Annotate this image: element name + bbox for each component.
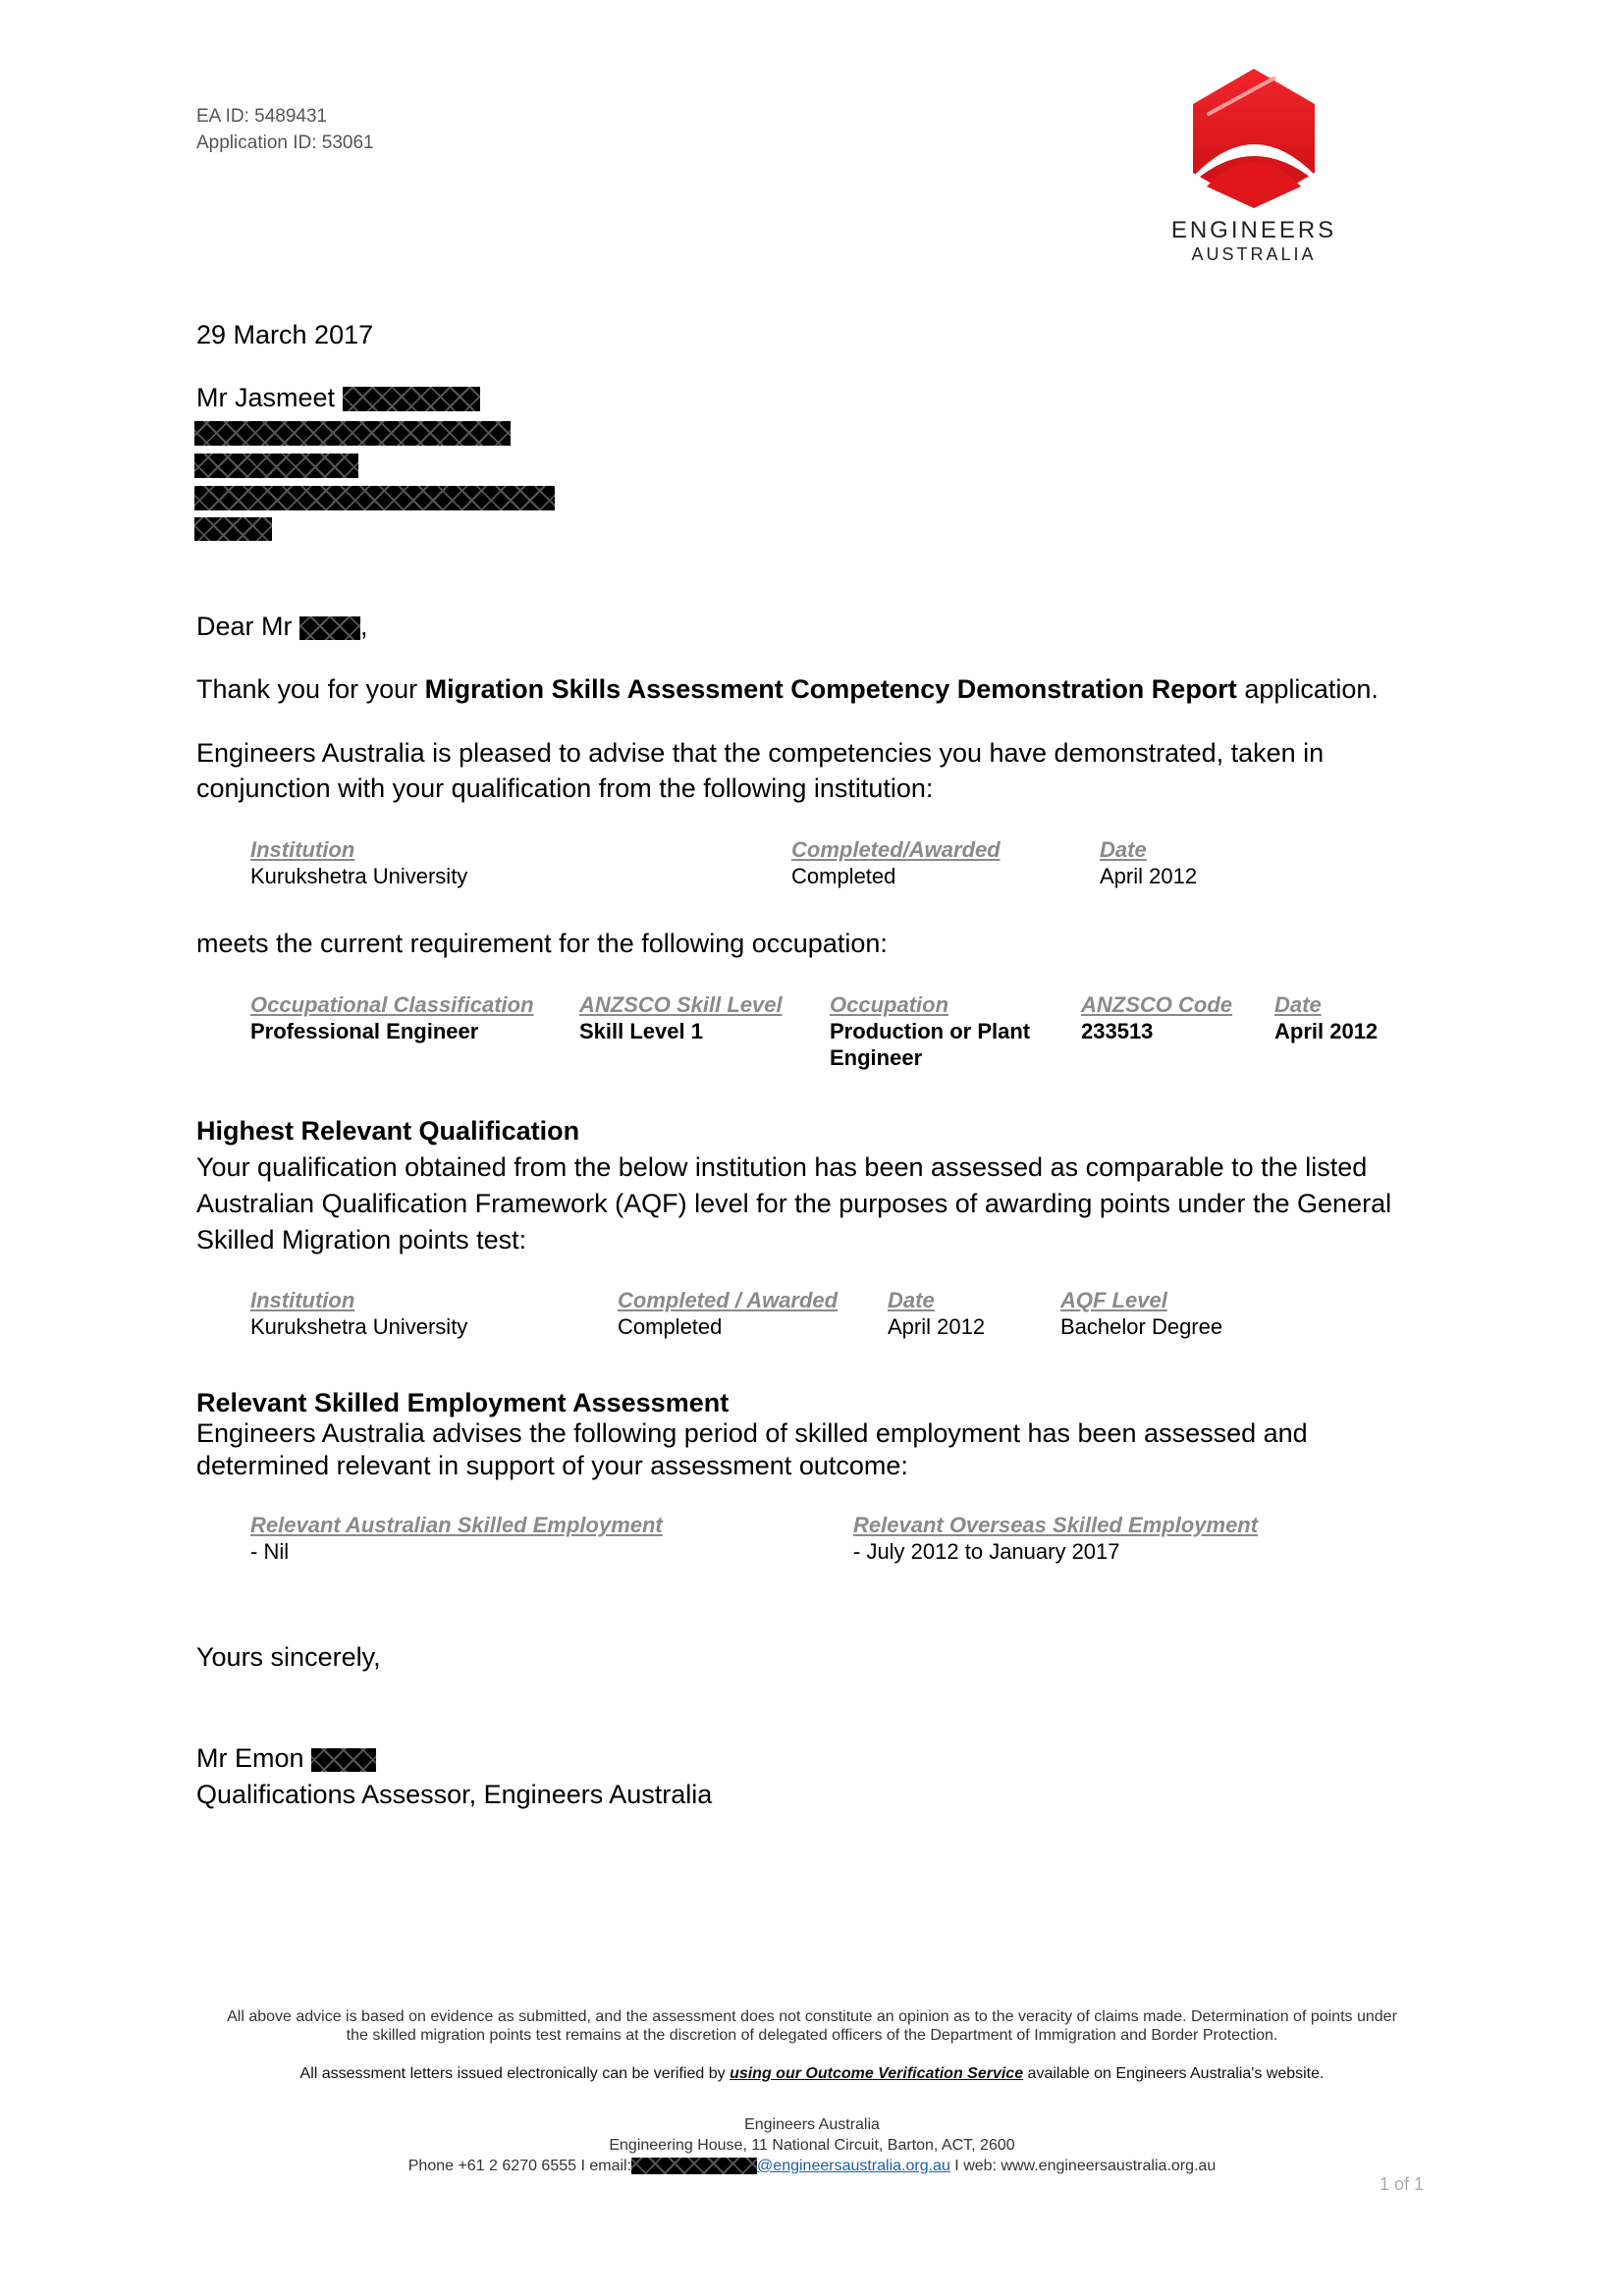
intro-bold: Migration Skills Assessment Competency Demonstration Report <box>424 674 1237 704</box>
table2-cell: Engineer <box>830 1045 923 1070</box>
closing: Yours sincerely, <box>196 1642 381 1672</box>
hrq-line: Australian Qualification Framework (AQF) level for the purposes of awarding points under the General <box>196 1189 1392 1218</box>
engineers-australia-logo <box>1126 65 1381 265</box>
table2-header: ANZSCO Skill Level <box>579 992 783 1017</box>
ea-id: EA ID: 5489431 <box>196 106 328 127</box>
hrq-line: Skilled Migration points test: <box>196 1225 527 1255</box>
verify-post: available on Engineers Australia's website. <box>1023 2065 1325 2082</box>
redaction <box>299 616 360 640</box>
redaction <box>343 387 480 411</box>
table3-cell: Completed <box>618 1314 723 1339</box>
table2-header: Occupation <box>830 992 949 1017</box>
table1-cell: April 2012 <box>1100 864 1198 888</box>
table2-cell: April 2012 <box>1274 1019 1379 1043</box>
section-title-hrq: Highest Relevant Qualification <box>196 1116 580 1146</box>
meets-text: meets the current requirement for the following occupation: <box>196 929 888 958</box>
disclaimer-line: the skilled migration points test remains at the discretion of delegated officers of the Department of Immigration and Border Protection. <box>346 2027 1278 2044</box>
footer-contact <box>0 2157 1624 2176</box>
table1-header: Institution <box>250 837 355 862</box>
logo-text: ENGINEERS <box>1170 217 1337 243</box>
table4-cell: - Nil <box>250 1539 290 1564</box>
footer-phone: Phone +61 2 6270 6555 I email: <box>407 2158 632 2174</box>
table3-header: Institution <box>250 1288 355 1312</box>
table3-header: Completed / Awarded <box>618 1288 839 1312</box>
table2-cell: 233513 <box>1081 1019 1154 1043</box>
table1-header: Date <box>1100 837 1147 862</box>
table2-header: Date <box>1274 992 1322 1017</box>
intro-pre: Thank you for your <box>196 674 425 704</box>
table2-cell: Production or Plant <box>830 1019 1031 1043</box>
rse-line: determined relevant in support of your assessment outcome: <box>196 1451 908 1480</box>
table4-header: Relevant Australian Skilled Employment <box>250 1513 663 1537</box>
table2-cell: Professional Engineer <box>250 1019 479 1043</box>
redaction <box>311 1748 376 1772</box>
salutation-comma: , <box>360 612 368 641</box>
disclaimer-line: All above advice is based on evidence as submitted, and the assessment does not constitute an opinion as to the veracity of claims made. Determination of points under <box>227 2008 1397 2025</box>
recipient-first-name: Mr Jasmeet <box>196 383 336 412</box>
table3-cell: Bachelor Degree <box>1060 1314 1223 1339</box>
outcome-verification-link[interactable]: using our Outcome Verification Service <box>730 2065 1024 2082</box>
footer-address: Engineering House, 11 National Circuit, Barton, ACT, 2600 <box>609 2137 1015 2154</box>
redaction <box>194 517 272 541</box>
redaction <box>631 2158 757 2174</box>
rse-line: Engineers Australia advises the following period of skilled employment has been assessed and <box>196 1418 1308 1448</box>
intro-paragraph <box>196 671 1379 707</box>
redaction <box>194 454 358 478</box>
email-link[interactable]: @engineersaustralia.org.au <box>757 2158 950 2174</box>
para1-line: Engineers Australia is pleased to advise that the competencies you have demonstrated, taken in <box>196 738 1325 768</box>
page-number: 1 of 1 <box>1380 2174 1425 2194</box>
table2-cell: Skill Level 1 <box>579 1019 703 1043</box>
table2-header: Occupational Classification <box>250 992 534 1017</box>
table3-header: AQF Level <box>1060 1288 1167 1312</box>
letter-date: 29 March 2017 <box>196 320 374 349</box>
table3-cell: April 2012 <box>888 1314 986 1339</box>
signer-title: Qualifications Assessor, Engineers Australia <box>196 1780 713 1809</box>
recipient-name <box>196 380 480 415</box>
table4-header: Relevant Overseas Skilled Employment <box>853 1513 1259 1537</box>
signer <box>196 1740 376 1776</box>
redaction <box>194 486 555 510</box>
salutation-text: Dear Mr <box>196 612 293 641</box>
intro-post: application. <box>1236 674 1379 704</box>
footer-org: Engineers Australia <box>744 2116 880 2133</box>
logo-hexagon-icon <box>1126 65 1381 212</box>
table4-cell: - July 2012 to January 2017 <box>853 1539 1120 1564</box>
section-title-rse: Relevant Skilled Employment Assessment <box>196 1388 730 1417</box>
table3-cell: Kurukshetra University <box>250 1314 468 1339</box>
application-id: Application ID: 53061 <box>196 133 374 153</box>
salutation <box>196 609 368 644</box>
signer-name: Mr Emon <box>196 1743 304 1773</box>
verify-text <box>0 2064 1624 2084</box>
table1-cell: Kurukshetra University <box>250 864 468 888</box>
verify-pre: All assessment letters issued electronically can be verified by <box>299 2065 731 2082</box>
redaction <box>194 421 511 446</box>
logo-subtext: AUSTRALIA <box>1191 244 1317 264</box>
footer-web: I web: www.engineersaustralia.org.au <box>949 2158 1217 2174</box>
table2-header: ANZSCO Code <box>1081 992 1232 1017</box>
para1-line: conjunction with your qualification from the following institution: <box>196 774 934 803</box>
table1-cell: Completed <box>791 864 896 888</box>
hrq-line: Your qualification obtained from the below institution has been assessed as comparable to the listed <box>196 1152 1368 1182</box>
table3-header: Date <box>888 1288 935 1312</box>
table1-header: Completed/Awarded <box>791 837 1001 862</box>
